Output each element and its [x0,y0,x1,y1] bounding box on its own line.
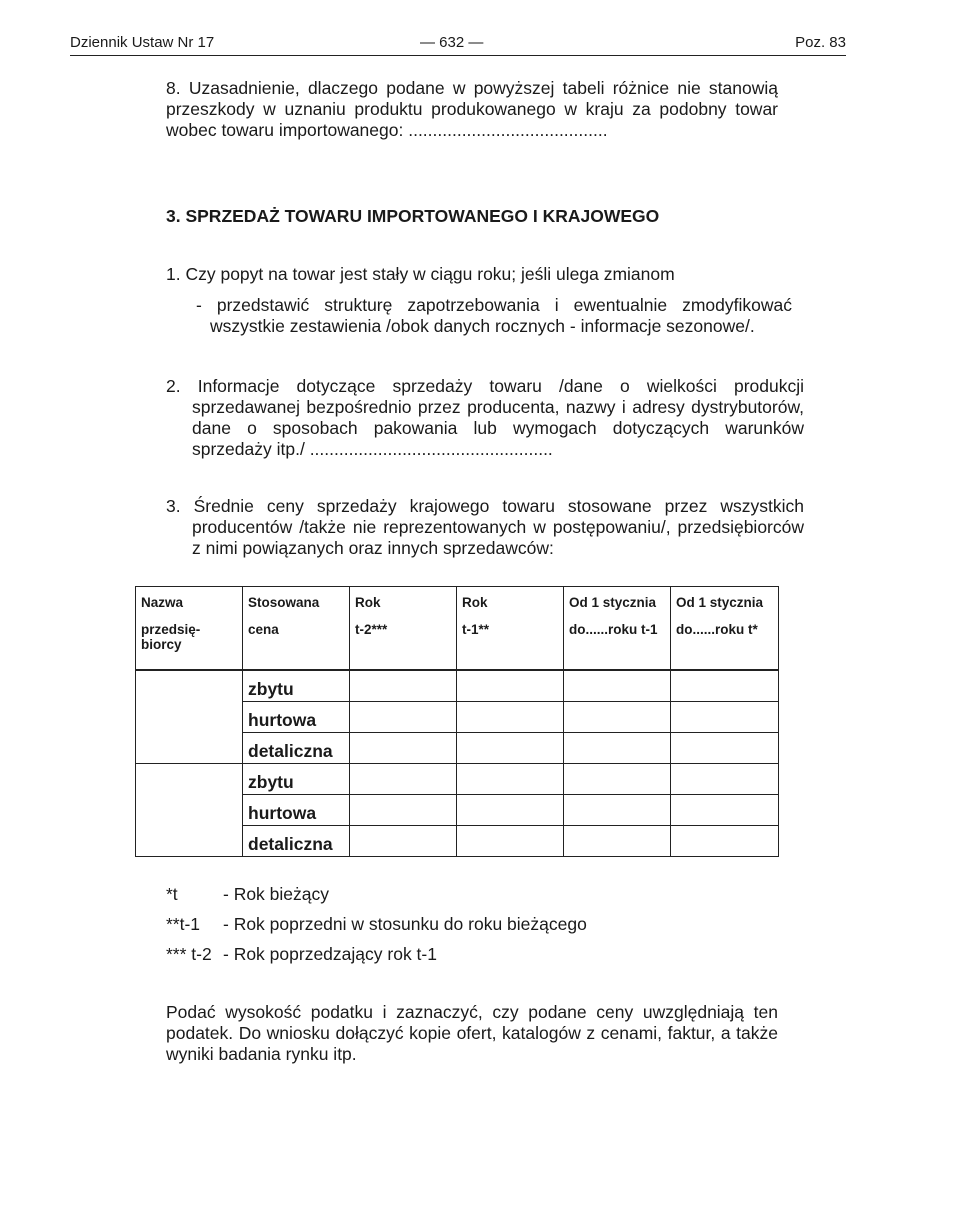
footnote-mark: **t-1 [166,914,201,934]
section-3-title: 3. SPRZEDAŻ TOWARU IMPORTOWANEGO I KRAJOWEGO [166,206,660,226]
table-row [136,670,779,702]
price-type-cell: zbytu [243,670,350,702]
value-cell [350,826,457,857]
value-cell [671,733,779,764]
header-year-t2: Rok t-2*** [350,587,457,671]
value-cell [671,670,779,702]
value-cell [564,764,671,795]
value-cell [457,670,564,702]
value-cell [350,764,457,795]
closing-note: Podać wysokość podatku i zaznaczyć, czy podane ceny uwzględniają ten podatek. Do wniosku dołączyć kopie ofert, katalogów z cenami, faktur, a także wyniki badania rynku itp. [166,1002,778,1064]
header-company-name: Nazwa przedsię-biorcy [136,587,243,671]
item-8-justification: 8. Uzasadnienie, dlaczego podane w powyższej tabeli różnice nie stanowią przeszkody w uznaniu produktu produkowanego w kraju za podobny towar wobec towaru importowanego: ......................................... [166,78,778,140]
value-cell [457,702,564,733]
header-year-t1: Rok t-1** [457,587,564,671]
value-cell [564,733,671,764]
footnote-mark: *t [166,884,178,904]
price-type-cell: zbytu [243,764,350,795]
value-cell [457,795,564,826]
value-cell [350,733,457,764]
header-position: Poz. 83 [795,34,846,51]
footnote-text: - Rok poprzedni w stosunku do roku bieżącego [223,914,587,934]
value-cell [671,702,779,733]
value-cell [671,826,779,857]
company-cell [136,764,243,857]
page-number: — 632 — [420,34,484,51]
value-cell [564,795,671,826]
footnote-mark: *** t-2 [166,944,212,964]
table-row [136,764,779,795]
header-period-t1: Od 1 stycznia do......roku t-1 [564,587,671,671]
price-table [135,586,779,857]
value-cell [564,670,671,702]
footnote-text: - Rok bieżący [223,884,330,904]
value-cell [671,764,779,795]
value-cell [350,795,457,826]
price-type-cell: detaliczna [243,733,350,764]
question-3: 3. Średnie ceny sprzedaży krajowego towaru stosowane przez wszystkich producentów /także nie reprezentowanych w postępowaniu/, przedsiębiorców z nimi powiązanych oraz innych sprzedawców: [166,496,804,558]
header-price-applied: Stosowana cena [243,587,350,671]
value-cell [457,764,564,795]
question-1: 1. Czy popyt na towar jest stały w ciągu roku; jeśli ulega zmianom [166,264,675,284]
value-cell [671,795,779,826]
footnote-text: - Rok poprzedzający rok t-1 [223,944,437,964]
value-cell [564,702,671,733]
company-cell [136,670,243,764]
value-cell [350,670,457,702]
value-cell [457,733,564,764]
header-journal-title: Dziennik Ustaw Nr 17 [70,34,215,51]
question-2: 2. Informacje dotyczące sprzedaży towaru /dane o wielkości produkcji sprzedawanej bezpośrednio przez producenta, nazwy i adresy dystrybutorów, dane o sposobach pakowania lub wymogach dotyczących warunków sprzedaży itp./ .................................................. [166,376,804,459]
header-divider [70,55,846,56]
value-cell [564,826,671,857]
value-cell [350,702,457,733]
header-period-t: Od 1 stycznia do......roku t* [671,587,779,671]
price-type-cell: hurtowa [243,795,350,826]
price-table-header [136,587,779,671]
price-type-cell: hurtowa [243,702,350,733]
question-1-instruction: - przedstawić strukturę zapotrzebowania i ewentualnie zmodyfikować wszystkie zestawienia /obok danych rocznych - informacje sezonowe/. [196,295,792,336]
value-cell [457,826,564,857]
price-type-cell: detaliczna [243,826,350,857]
